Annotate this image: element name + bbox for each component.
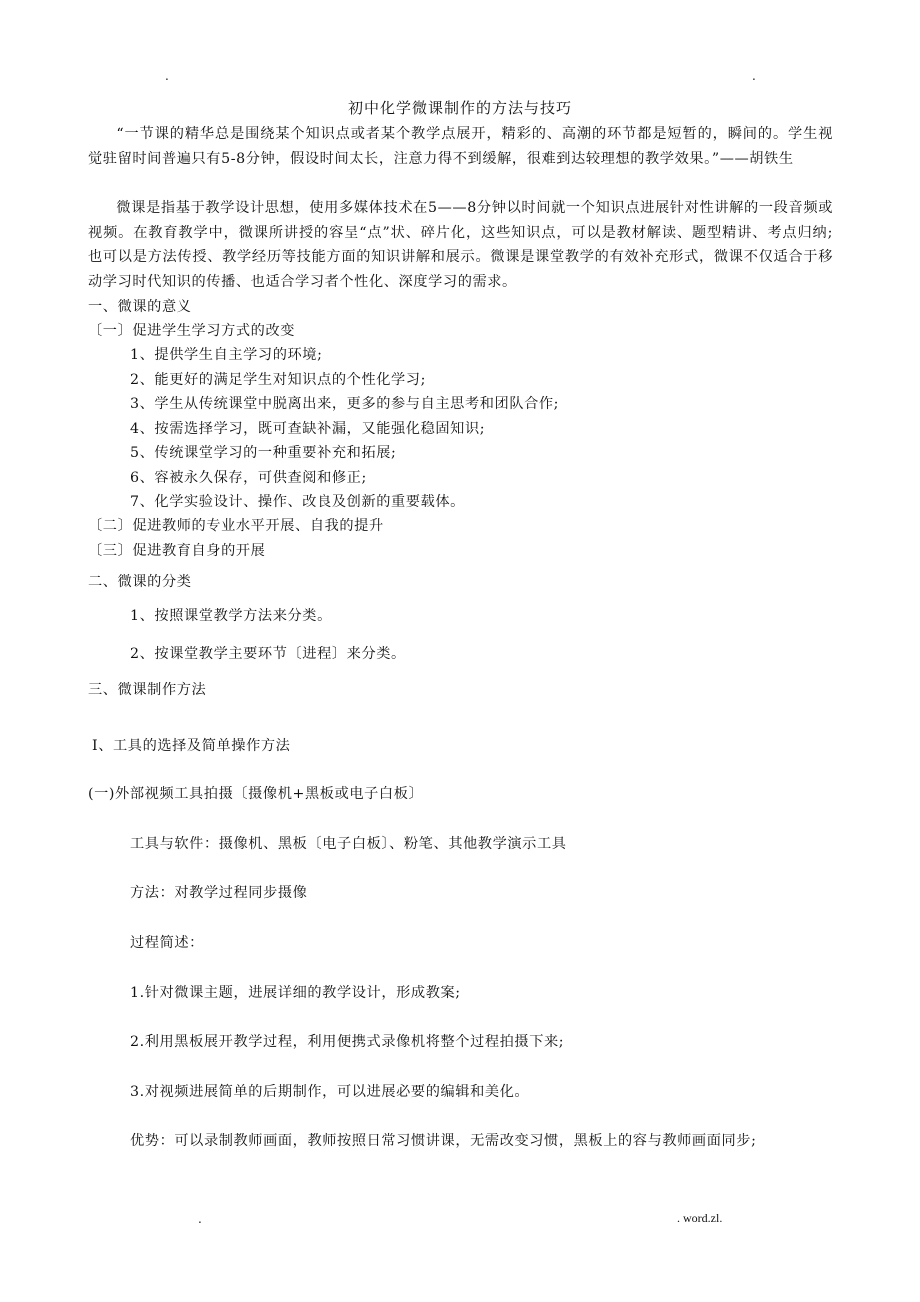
advantage-line: 优势：可以录制教师画面，教师按照日常习惯讲课，无需改变习惯，黑板上的容与教师画面同步; <box>130 1133 757 1149</box>
list-item: 1、提供学生自主学习的环境; <box>130 347 323 363</box>
header-dot-left: . <box>165 69 169 83</box>
tools-subheading-external-video: (一)外部视频工具拍摄〔摄像机+黑板或电子白板〕 <box>88 786 424 802</box>
list-item: 3.对视频进展简单的后期制作，可以进展必要的编辑和美化。 <box>130 1084 530 1100</box>
list-item: 6、容被永久保存，可供查阅和修正; <box>130 470 367 486</box>
footer-dot-left: . <box>198 1212 202 1226</box>
process-heading: 过程简述： <box>130 935 204 951</box>
document-title: 初中化学微课制作的方法与技巧 <box>347 99 572 117</box>
list-item: 4、按需选择学习，既可查缺补漏，又能强化稳固知识; <box>130 421 486 437</box>
header-dot-right: . <box>752 69 756 83</box>
method-line: 方法：对教学过程同步摄像 <box>130 885 308 901</box>
list-item: 7、化学实验设计、操作、改良及创新的重要载体。 <box>130 494 465 510</box>
intro-paragraph: 微课是指基于教学设计思想，使用多媒体技术在5——8分钟以时间就一个知识点进展针对性讲解的一段音频或视频。在教育教学中，微课所讲授的容呈“点”状、碎片化，这些知识点，可以是教材解读、题型精讲、考点归纳;也可以是方法传授、教学经历等技能方面的知识讲解和展示。微课是课堂教学的有效补充形式，微课不仅适合于移动学习时代知识的传播、也适合学习者个性化、深度学习的需求。 <box>88 200 833 290</box>
quote-paragraph: “一节课的精华总是围绕某个知识点或者某个教学点展开，精彩的、高潮的环节都是短暂的，瞬间的。学生视觉驻留时间普遍只有5-8分钟，假设时间太长，注意力得不到缓解，很难到达较理想的教学效果。”——胡铁生 <box>88 126 833 167</box>
tools-software-line: 工具与软件：摄像机、黑板〔电子白板〕、粉笔、其他教学演示工具 <box>130 836 567 852</box>
list-item: 2、能更好的满足学生对知识点的个性化学习; <box>130 372 426 388</box>
list-item: 5、传统课堂学习的一种重要补充和拓展; <box>130 445 397 461</box>
subheading-student-learning: 〔一〕促进学生学习方式的改变 <box>88 323 296 339</box>
section-heading-methods: 三、微课制作方法 <box>88 682 207 698</box>
list-item: 2.利用黑板展开教学过程，利用便携式录像机将整个过程拍摄下来; <box>130 1034 565 1050</box>
subheading-teacher-development: 〔二〕促进教师的专业水平开展、自我的提升 <box>88 518 384 534</box>
footer-source-text: . word.zl. <box>677 1211 723 1225</box>
section-heading-classification: 二、微课的分类 <box>88 574 192 590</box>
list-item: 1.针对微课主题，进展详细的教学设计，形成教案; <box>130 985 461 1001</box>
tools-heading: Ⅰ、工具的选择及简单操作方法 <box>92 738 291 754</box>
list-item: 1、按照课堂教学方法来分类。 <box>130 608 332 624</box>
list-item: 3、学生从传统课堂中脱离出来，更多的参与自主思考和团队合作; <box>130 396 560 412</box>
section-heading-significance: 一、微课的意义 <box>88 299 192 315</box>
subheading-education-development: 〔三〕促进教育自身的开展 <box>88 543 266 559</box>
list-item: 2、按课堂教学主要环节〔进程〕来分类。 <box>130 646 406 662</box>
